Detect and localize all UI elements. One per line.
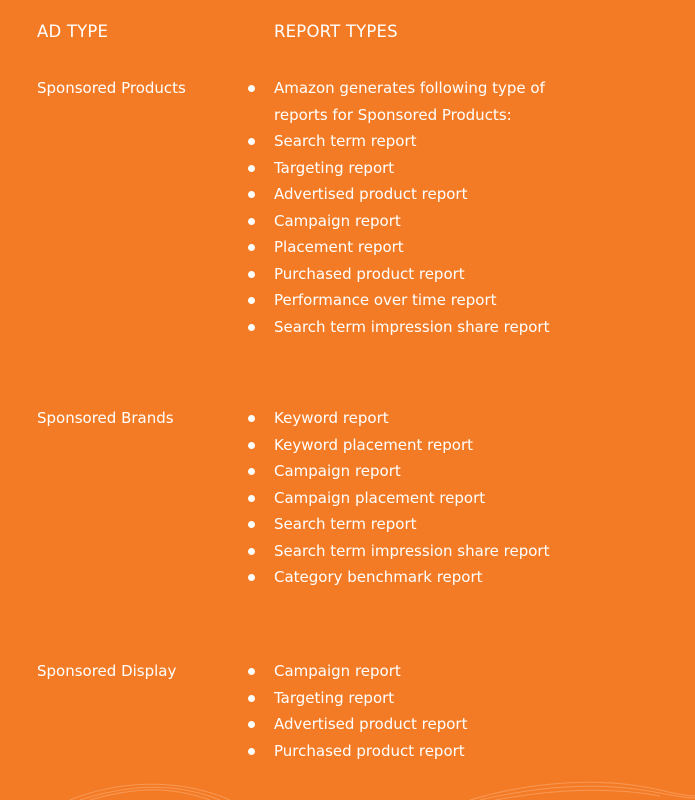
report-item [243,564,559,591]
ad-type-label: Sponsored Products [37,79,186,97]
report-item [243,261,559,288]
report-item [243,538,559,565]
report-item [243,711,559,738]
report-label: Search term impression share report [274,541,550,560]
bullet-icon [248,442,255,449]
report-label: Search term impression share report [274,317,550,336]
report-label: Campaign report [274,462,401,480]
report-list [243,658,559,764]
report-item [243,234,559,261]
report-item [243,181,559,208]
bullet-icon [248,695,255,702]
bullet-icon [248,324,255,331]
report-item [243,658,559,685]
report-label: Keyword placement report [274,435,473,454]
report-label: Targeting report [274,688,395,707]
report-label: Search term report [274,515,417,533]
report-item [243,287,559,314]
report-label: Purchased product report [274,741,465,760]
report-label: Purchased product report [274,264,465,283]
report-label: Amazon generates following type of reports for Sponsored Products: [274,79,545,124]
ad-type-header: AD TYPE [37,22,109,41]
bullet-icon [248,244,255,251]
bullet-icon [248,218,255,225]
report-item [243,485,559,512]
bullet-icon [248,668,255,675]
bullet-icon [248,521,255,528]
bullet-icon [248,271,255,278]
report-types-header: REPORT TYPES [274,22,398,41]
report-label: Campaign report [274,662,401,680]
report-label: Performance over time report [274,291,497,309]
report-label: Category benchmark report [274,568,483,586]
report-item [243,128,559,155]
report-label: Campaign placement report [274,488,486,507]
report-list [243,405,559,591]
report-label: Keyword report [274,409,389,427]
bullet-icon [248,138,255,145]
report-item [243,75,559,128]
report-item [243,208,559,235]
report-label: Campaign report [274,211,401,230]
ad-type-label: Sponsored Display [37,662,177,680]
bullet-icon [248,748,255,755]
bullet-icon [248,721,255,728]
report-item [243,314,559,341]
report-label: Advertised product report [274,185,468,203]
report-item [243,155,559,182]
report-item [243,405,559,432]
bullet-icon [248,548,255,555]
bullet-icon [248,191,255,198]
report-list [243,75,559,340]
report-label: Targeting report [274,158,395,177]
bullet-icon [248,297,255,304]
ad-type-label: Sponsored Brands [37,409,174,427]
report-label: Advertised product report [274,715,468,733]
bullet-icon [248,165,255,172]
bullet-icon [248,415,255,422]
bullet-icon [248,574,255,581]
bullet-icon [248,85,255,92]
report-label: Search term report [274,132,417,150]
bullet-icon [248,495,255,502]
report-item [243,432,559,459]
decorative-wave-lines [0,760,695,800]
bullet-icon [248,468,255,475]
report-label: Placement report [274,238,404,256]
report-item [243,685,559,712]
report-item [243,458,559,485]
report-item [243,511,559,538]
